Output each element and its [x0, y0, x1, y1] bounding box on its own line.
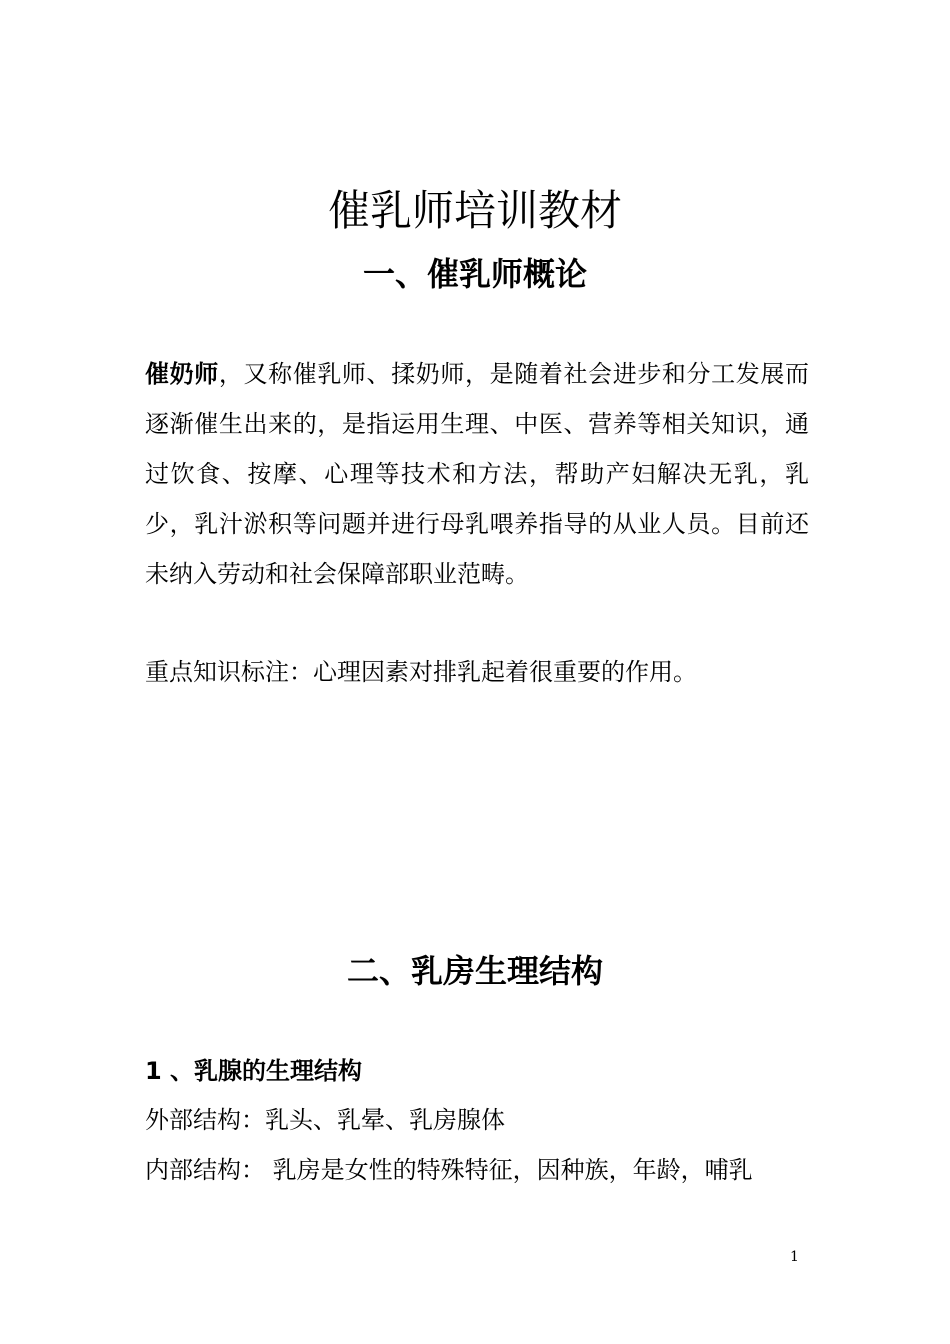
section-heading-breast-structure: 二、乳房生理结构 — [346, 952, 603, 990]
document-title: 催乳师培训教材 — [327, 186, 622, 235]
intro-text: ，又称催乳师、揉奶师，是随着社会进步和分工发展而逐渐催生出来的，是指运用生理、中医、营养等相关知识，通过饮食、按摩、心理等技术和方法，帮助产妇解决无乳，乳少，乳汁淤积等问题并进行母乳喂养指导的从业人员。目前还未纳入劳动和社会保障部职业范畴。 — [145, 360, 810, 588]
subheading-gland-structure: 1 、乳腺的生理结构 — [145, 1057, 363, 1085]
external-structure-line: 外部结构：乳头、乳晕、乳房腺体 — [145, 1106, 505, 1134]
internal-structure-line: 内部结构： 乳房是女性的特殊特征，因种族，年龄，哺乳 — [145, 1156, 753, 1184]
page-number: 1 — [790, 1249, 799, 1265]
intro-paragraph — [145, 349, 809, 599]
intro-term: 催奶师 — [145, 360, 219, 388]
section-heading-overview: 一、催乳师概论 — [362, 255, 587, 293]
key-knowledge-note: 重点知识标注：心理因素对排乳起着很重要的作用。 — [145, 658, 697, 686]
